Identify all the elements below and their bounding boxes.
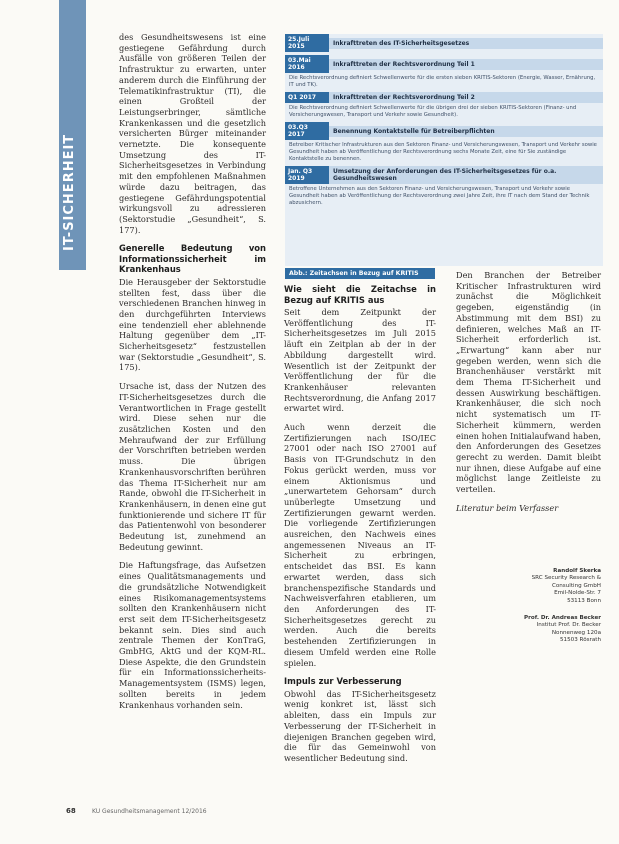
literature-note: Literatur beim Verfasser: [456, 502, 559, 513]
timeline-title: Inkrafttreten des IT-Sicherheitsgesetzes: [329, 38, 603, 49]
author-line: Consulting GmbH: [551, 582, 601, 589]
timeline-date: 03.Q3 2017: [285, 122, 329, 140]
timeline-title: Inkrafttreten der Rechtsverordnung Teil 2: [329, 92, 603, 103]
author-line: SRC Security Research &: [531, 575, 601, 582]
section-label: IT-SICHERHEIT: [62, 133, 77, 252]
author-line: Institut Prof. Dr. Becker: [536, 622, 601, 629]
author: [480, 568, 601, 605]
timeline-title: Umsetzung der Anforderungen des IT-Sicherheitsgesetzes für o.a. Gesundheitswesen: [329, 166, 603, 184]
timeline-description: Betroffene Unternehmen aus den Sektoren Finanz- und Versicherungswesen, Transport und Verkehr sowie Gesundheit haben ab Veröffentlichung der Rechtsverordnung zwei Jahre Zeit, ihre IT nach dem Stand der Technik abzusichern.: [289, 186, 590, 206]
author-name: Randolf Skerka: [553, 568, 601, 574]
timeline-date: Jan. Q3 2019: [285, 166, 329, 184]
paragraph: Auch wenn derzeit die Zertifizierungen nach ISO/IEC 27001 oder nach ISO 27001 auf Basis von IT-Grundschutz in den Fokus gerückt werden, muss vor einem Aktionismus und „unerwartetem Gehorsam“ durch unüberlegte Umsetzung und Zertifizierungen gewarnt werden. Die vorliegende Zertifizierungen ausreichen, den Nachweis eines angemessenen Niveaus an IT-Sicherheit zu erbringen, entscheidet das BSI. Es kann erwartet werden, dass sich branchenspezifische Standards und Nachweisverfahren etablieren, um den Anforderungen des IT-Sicherheitsgesetzes gerecht zu werden. Auch die bereits bestehenden Zertifizierungen in diesem Umfeld werden eine Rolle spielen.: [284, 422, 436, 668]
timeline-title: Inkrafttreten der Rechtsverordnung Teil 1: [329, 59, 603, 70]
figure-caption: Abb.: Zeitachsen in Bezug auf KRITIS: [285, 268, 435, 279]
timeline-description: Betreiber Kritischer Infrastrukturen aus den Sektoren Finanz- und Versicherungswesen, Transport und Verkehr sowie Gesundheit haben ab Veröffentlichung der Rechtsverordnung sechs Monate Zeit, eine für Sie zuständige Kontaktstelle zu benennen.: [289, 142, 597, 162]
subheading: Impuls zur Verbesserung: [284, 676, 402, 687]
timeline-row: [285, 55, 603, 73]
timeline-row: [285, 34, 603, 52]
page-footer: [66, 807, 207, 815]
paragraph: Die Herausgeber der Sektorstudie stellten fest, dass über die verschiedenen Branchen hinweg in den durchgeführten Interviews eine tendenziell eher ablehnende Haltung gegenüber dem „IT-Sicherheitsgesetz“ festzustellen war (Sektorstudie „Gesundheit“, S. 175).: [119, 276, 266, 373]
timeline-row: [285, 166, 603, 184]
timeline-date: Q1 2017: [285, 92, 329, 103]
paragraph: Seit dem Zeitpunkt der Veröffentlichung des IT-Sicherheitsgesetzes im Juli 2015 läuft ein Zeitplan ab der in der Abbildung dargestellt wird. Wesentlich ist der Zeitpunkt der Veröffentlichung der für die Krankenhäuser relevanten Rechtsverordnung, die Anfang 2017 erwartet wird.: [284, 307, 436, 414]
author-line: Emil-Nolde-Str. 7: [554, 590, 601, 597]
timeline-description: Die Rechtsverordnung definiert Schwellenwerte für die ersten sieben KRITIS-Sektoren (Energie, Wasser, Ernährung, IT und TK).: [289, 75, 596, 88]
subheading: Generelle Bedeutung von Informationssicherheit im Krankenhaus: [119, 243, 266, 275]
column-3: [456, 270, 601, 521]
author-line: Nonnenweg 120a: [551, 629, 601, 636]
timeline-row: [285, 92, 603, 103]
paragraph: Ursache ist, dass der Nutzen des IT-Sicherheitsgesetzes durch die Verantwortlichen in Frage gestellt wird. Diese sehen nur die zusätzlichen Kosten und den Mehraufwand der zur Erfüllung der Vorschriften betrieben werden muss. Die übrigen Krankenhausvorschriften berühren das Thema IT-Sicherheit nur am Rande, obwohl die IT-Sicherheit in Krankenhäusern, in denen eine gut funktionierende und sichere IT für das Patientenwohl von besonderer Bedeutung ist, zunehmend an Bedeutung gewinnt.: [119, 381, 266, 552]
paragraph: des Gesundheitswesens ist eine gestiegene Gefährdung durch Ausfälle von größeren Teilen der Infrastruktur zu erwarten, unter anderem durch die Einführung der Telematikinfrastruktur (TI), die einen Großteil der Leistungserbringer, sämtliche Krankenkassen und die gesetzlich versicherten Bürger miteinander vernetzte. Die konsequente Umsetzung des IT-Sicherheitsgesetzes in Verbindung mit den empfohlenen Maßnahmen würde dazu beitragen, das gestiegene Gefährdungspotential wirkungsvoll zu adressieren (Sektorstudie „Gesundheit“, S. 177).: [119, 32, 266, 235]
paragraph: Obwohl das IT-Sicherheitsgesetz wenig konkret ist, lässt sich ableiten, dass ein Impuls zur Verbesserung der IT-Sicherheit in diejenigen Branchen gegeben wird, die für das Gemeinwohl von wesentlicher Bedeutung sind.: [284, 688, 436, 763]
timeline-description: Die Rechtsverordnung definiert Schwellenwerte für die übrigen drei der sieben KRITIS-Sektoren (Finanz- und Versicherungswesen, Transport und Verkehr sowie Gesundheit).: [289, 105, 577, 118]
author: [480, 615, 601, 645]
timeline-date: 25.Juli 2015: [285, 34, 329, 52]
author-block: [480, 568, 601, 655]
timeline-figure: [285, 34, 603, 266]
subheading: Wie sieht die Zeitachse in Bezug auf KRITIS aus: [284, 284, 436, 305]
page-number: 68: [66, 807, 76, 815]
author-line: 53113 Bonn: [567, 597, 601, 604]
timeline-title: Benennung Kontaktstelle für Betreiberpflichten: [329, 126, 603, 137]
paragraph: Die Haftungsfrage, das Aufsetzen eines Qualitätsmanagements und die grundsätzliche Notwendigkeit eines Risikomanagementsystems sollten den Krankenhäusern nicht erst seit dem IT-Sicherheitsgesetz bekannt sein. Dies sind auch zentrale Themen der KonTraG, GmbHG, AktG und der KQM-RL. Diese Aspekte, die den Grundstein für ein Informationssicherheits-Managementsystem (ISMS) legen, sollten bereits in jedem Krankenhaus vorhanden sein.: [119, 560, 266, 710]
paragraph: Den Branchen der Betreiber Kritischer Infrastrukturen wird zunächst die Möglichkeit gegeben, eigenständig (in Abstimmung mit dem BSI) zu definieren, welches Maß an IT-Sicherheit erforderlich ist. „Erwartung“ kann aber nur gegeben werden, wenn sich die Branchenhäuser verstärkt mit dem Thema IT-Sicherheit und dessen Auswirkung beschäftigen. Krankenhäuser, die sich noch nicht systematisch um IT-Sicherheit kümmern, werden einen hohen Initialaufwand haben, den Anforderungen des Gesetzes gerecht zu werden. Damit bleibt nur ihnen, diese Aufgabe auf eine möglichst lange Zeitleiste zu verteilen.: [456, 270, 601, 495]
column-1: [119, 32, 266, 718]
column-2: [284, 270, 436, 772]
author-line: 51503 Rösrath: [559, 637, 601, 644]
timeline-date: 03.Mai 2016: [285, 55, 329, 73]
timeline-row: [285, 122, 603, 140]
publication-name: KU Gesundheitsmanagement 12/2016: [91, 808, 207, 815]
author-name: Prof. Dr. Andreas Becker: [524, 615, 601, 622]
